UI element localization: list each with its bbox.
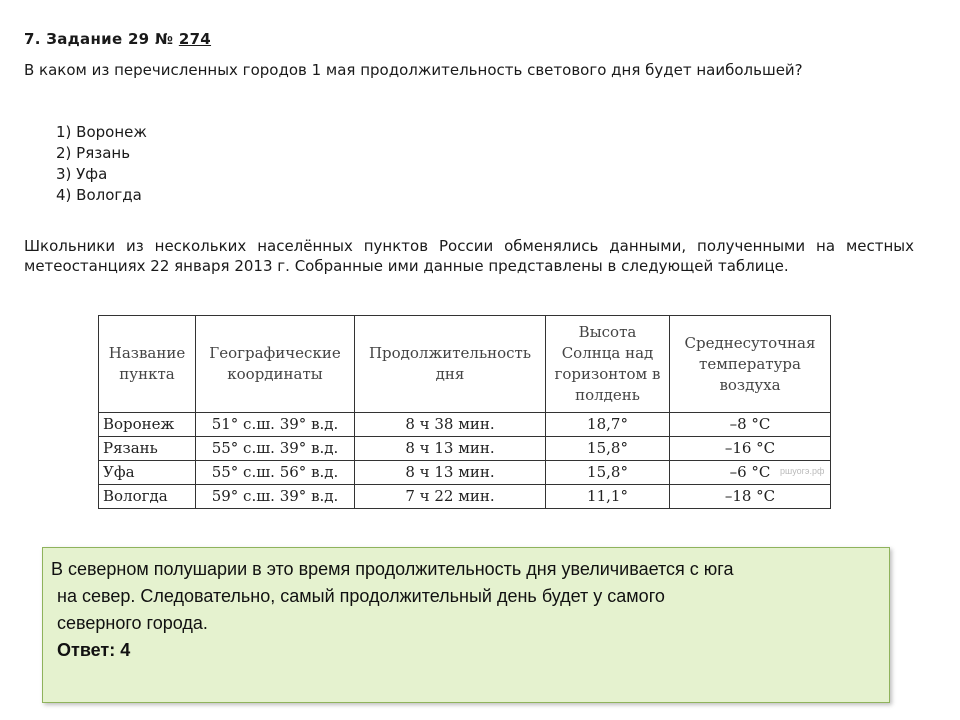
cell-day-length: 7 ч 22 мин.: [355, 485, 546, 509]
answer-box: [42, 547, 890, 703]
cell-sun-height: 11,1°: [546, 485, 670, 509]
cell-day-length: 8 ч 13 мин.: [355, 437, 546, 461]
task-title: [24, 30, 211, 48]
cell-sun-height: 15,8°: [546, 437, 670, 461]
weather-table: [98, 315, 831, 509]
header-temperature: Среднесуточная температура воздуха: [670, 316, 831, 413]
cell-sun-height: 15,8°: [546, 461, 670, 485]
option-3: 3) Уфа: [56, 165, 108, 183]
cell-day-length: 8 ч 38 мин.: [355, 413, 546, 437]
cell-coords: 59° с.ш. 39° в.д.: [196, 485, 355, 509]
cell-coords: 51° с.ш. 39° в.д.: [196, 413, 355, 437]
cell-city: Воронеж: [99, 413, 196, 437]
answer-line-3: северного города.: [57, 613, 208, 633]
cell-city: Рязань: [99, 437, 196, 461]
option-4: 4) Вологда: [56, 186, 142, 204]
cell-temperature: –6 °С: [670, 461, 831, 485]
option-1: 1) Воронеж: [56, 123, 147, 141]
header-sun-height: Высота Солнца над горизонтом в полдень: [546, 316, 670, 413]
answer-line-1: В северном полушарии в это время продолжительность дня увеличивается с юга: [51, 559, 734, 579]
cell-city: Уфа: [99, 461, 196, 485]
option-2: 2) Рязань: [56, 144, 131, 162]
cell-temperature: –8 °С: [670, 413, 831, 437]
question-text: В каком из перечисленных городов 1 мая продолжительность светового дня будет наибольшей?: [24, 61, 803, 79]
cell-city: Вологда: [99, 485, 196, 509]
header-coords: Географические координаты: [196, 316, 355, 413]
task-label: 7. Задание 29 №: [24, 30, 174, 48]
header-name: Название пункта: [99, 316, 196, 413]
table-row: [99, 413, 831, 437]
cell-sun-height: 18,7°: [546, 413, 670, 437]
weather-table-wrap: [98, 315, 831, 509]
cell-temperature: –18 °С: [670, 485, 831, 509]
cell-coords: 55° с.ш. 39° в.д.: [196, 437, 355, 461]
table-row: [99, 485, 831, 509]
table-row: [99, 461, 831, 485]
intro-text: Школьники из нескольких населённых пунктов России обменялись данными, полученными на местных метеостанциях 22 января 2013 г. Собранные ими данные представлены в следующей таблице.: [24, 237, 914, 275]
answer-result: Ответ: 4: [57, 640, 131, 660]
table-row: [99, 437, 831, 461]
cell-coords: 55° с.ш. 56° в.д.: [196, 461, 355, 485]
cell-day-length: 8 ч 13 мин.: [355, 461, 546, 485]
cell-temperature: –16 °С: [670, 437, 831, 461]
watermark-text: ршуогэ.рф: [780, 466, 825, 476]
table-header-row: [99, 316, 831, 413]
answer-line-2: на север. Следовательно, самый продолжительный день будет у самого: [57, 586, 665, 606]
header-day-length: Продолжительность дня: [355, 316, 546, 413]
task-number-link[interactable]: 274: [178, 30, 212, 48]
answer-options: [56, 122, 147, 206]
